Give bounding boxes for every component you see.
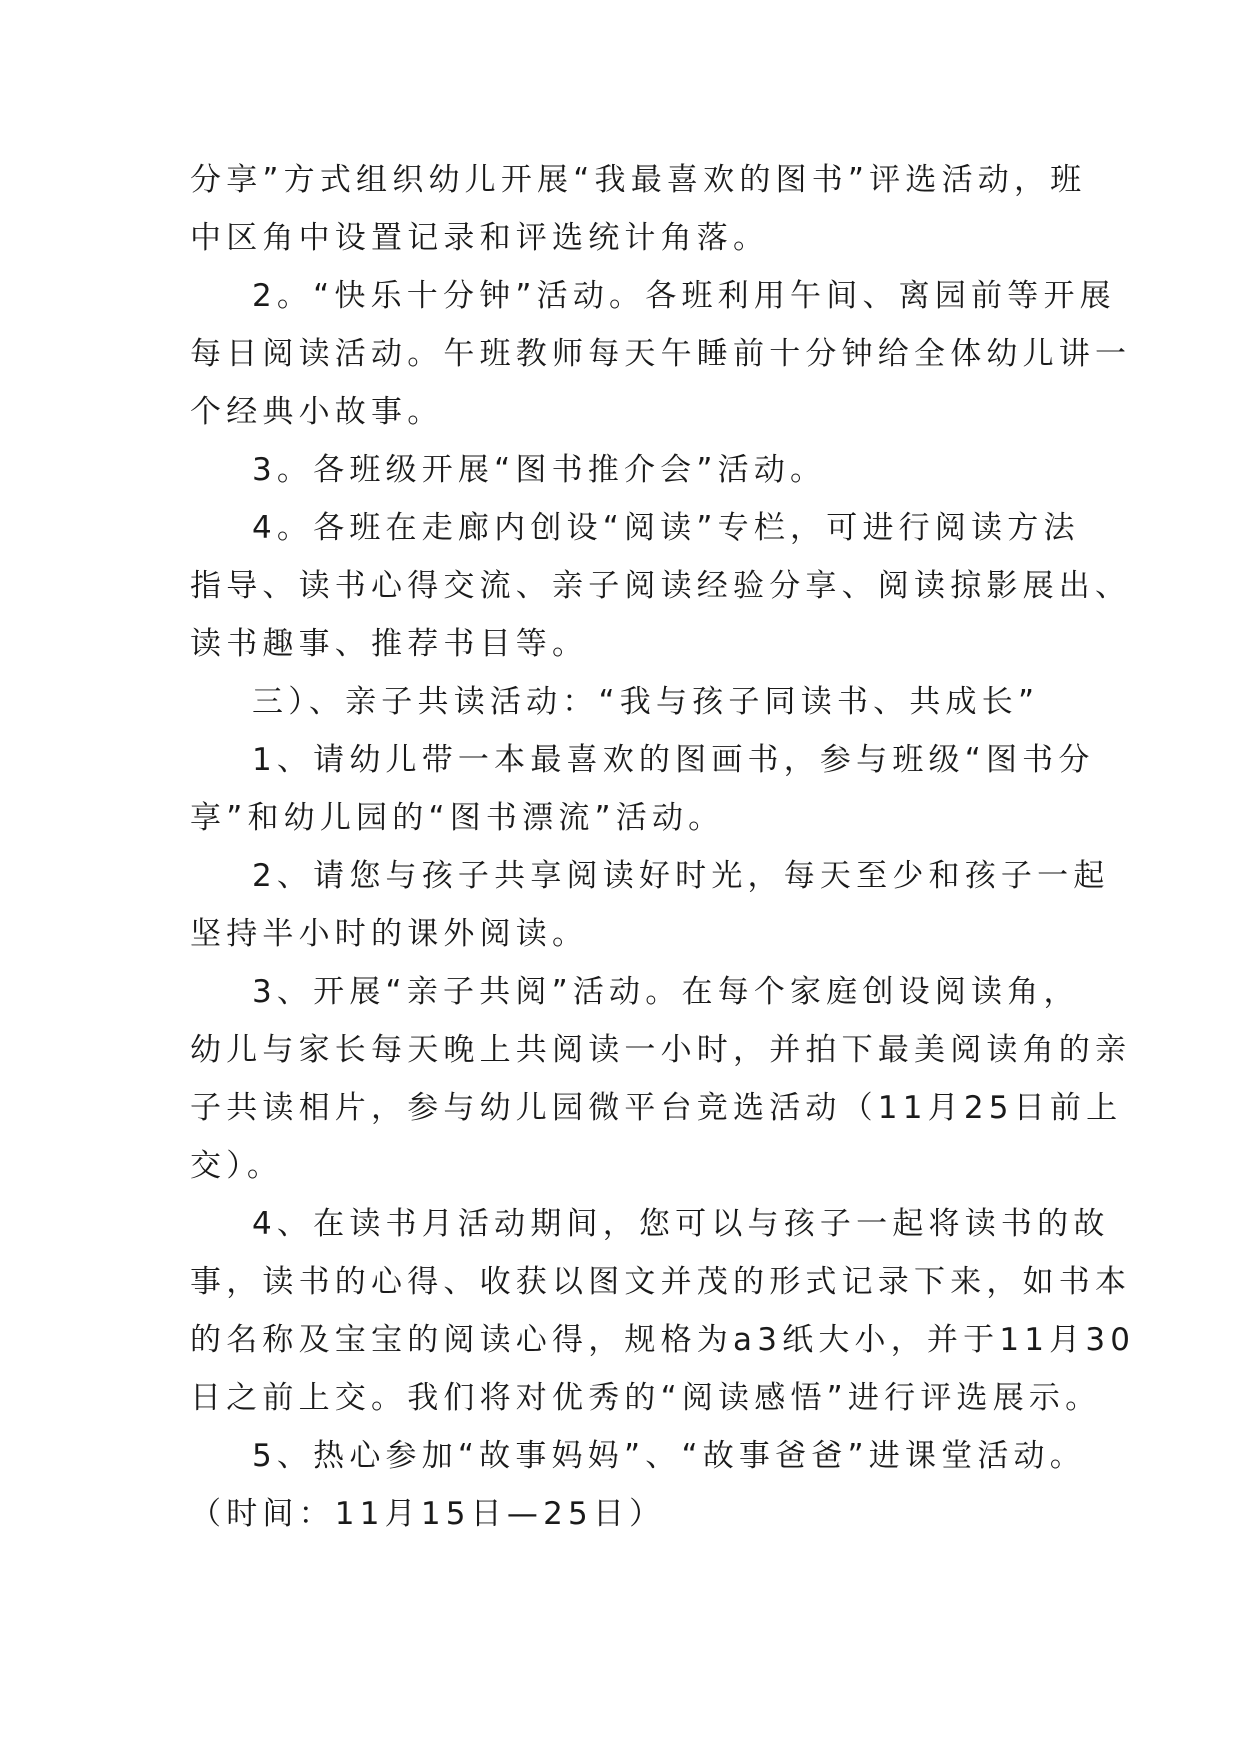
text-line: 的名称及宝宝的阅读心得，规格为a3纸大小，并于11月30: [190, 1322, 1136, 1358]
text-line: 幼儿与家长每天晚上共阅读一小时，并拍下最美阅读角的亲: [190, 1032, 1132, 1068]
text-line: 中区角中设置记录和评选统计角落。: [190, 220, 770, 256]
text-line: 个经典小故事。: [190, 394, 444, 430]
text-line: 4。各班在走廊内创设“阅读”专栏，可进行阅读方法: [252, 510, 1080, 546]
text-line: 坚持半小时的课外阅读。: [190, 916, 589, 952]
text-line: 读书趣事、推荐书目等。: [190, 626, 589, 662]
text-line: 3。各班级开展“图书推介会”活动。: [252, 452, 827, 488]
text-line: 4、在读书月活动期间，您可以与孩子一起将读书的故: [252, 1206, 1110, 1242]
text-line: 子共读相片，参与幼儿园微平台竞选活动（11月25日前上: [190, 1090, 1123, 1126]
text-line: 2、请您与孩子共享阅读好时光，每天至少和孩子一起: [252, 858, 1110, 894]
text-line: （时间：11月15日—25日）: [190, 1496, 666, 1532]
text-line: 享”和幼儿园的“图书漂流”活动。: [190, 800, 725, 836]
text-line: 日之前上交。我们将对优秀的“阅读感悟”进行评选展示。: [190, 1380, 1102, 1416]
text-line: 1、请幼儿带一本最喜欢的图画书，参与班级“图书分: [252, 742, 1095, 778]
text-line: 分享”方式组织幼儿开展“我最喜欢的图书”评选活动，班: [190, 162, 1087, 198]
text-line: 5、热心参加“故事妈妈”、“故事爸爸”进课堂活动。: [252, 1438, 1086, 1474]
text-line: 指导、读书心得交流、亲子阅读经验分享、阅读掠影展出、: [190, 568, 1132, 604]
text-line: 事，读书的心得、收获以图文并茂的形式记录下来，如书本: [190, 1264, 1132, 1300]
section-heading: 三）、亲子共读活动：“我与孩子同读书、共成长”: [252, 684, 1040, 720]
text-line: 3、开展“亲子共阅”活动。在每个家庭创设阅读角，: [252, 974, 1080, 1010]
text-line: 2。“快乐十分钟”活动。各班利用午间、离园前等开展: [252, 278, 1116, 314]
text-line: 交）。: [190, 1148, 284, 1184]
text-line: 每日阅读活动。午班教师每天午睡前十分钟给全体幼儿讲一: [190, 336, 1132, 372]
